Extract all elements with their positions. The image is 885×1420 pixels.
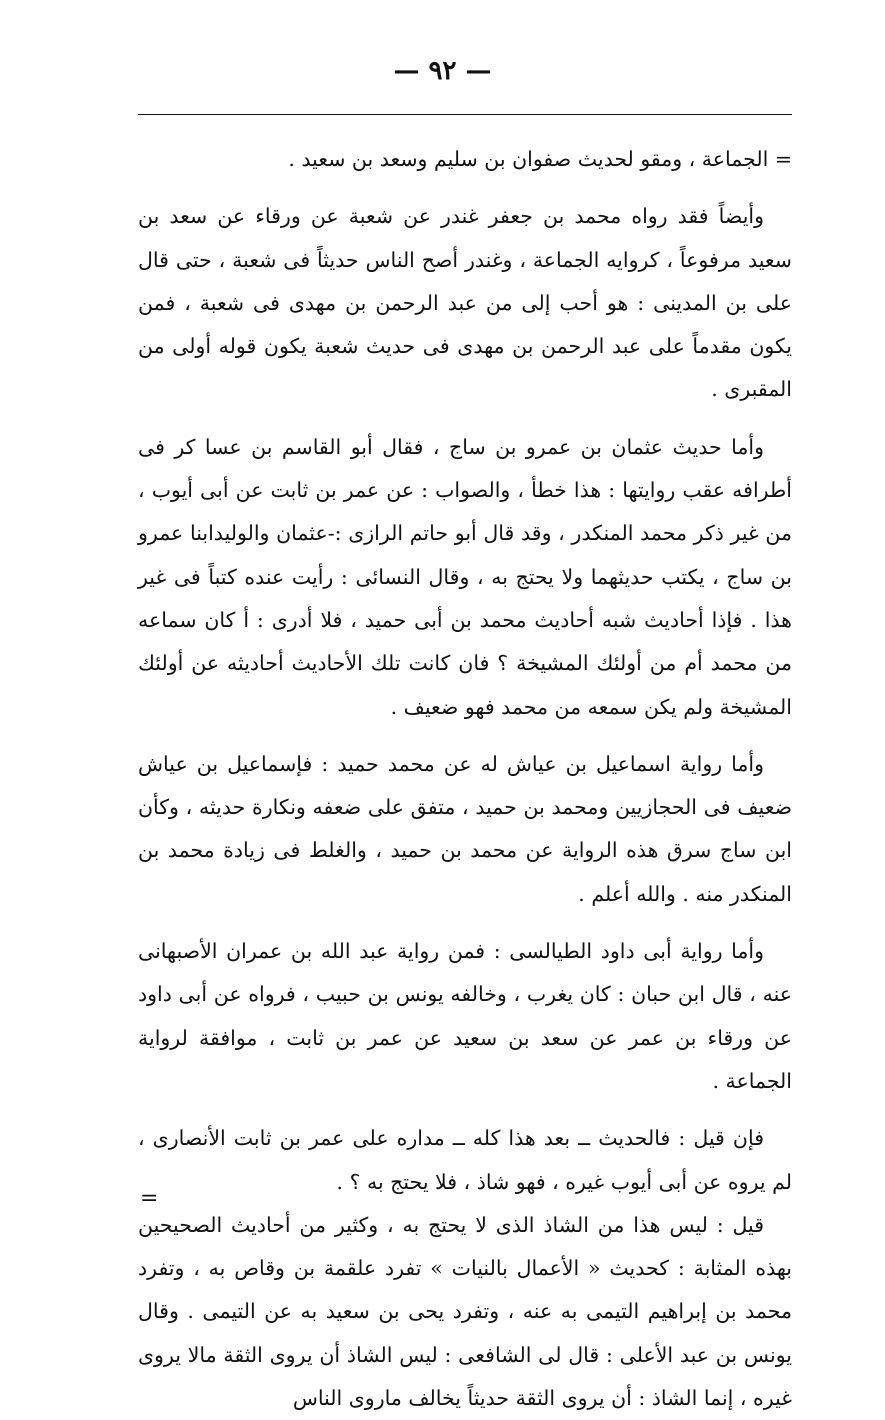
paragraph-abu-dawud: وأما رواية أبى داود الطيالسى : فمن رواية عبد الله بن عمران الأصبهانى عنه ، قال ابن حبان : كان يغرب ، وخالفه يونس بن حبيب ، فرواه عن أبى داود عن ورقاء بن عمر عن سعد بن سعيد عن عمر بن ثابت ، موافقة لرواية الجماعة . xyxy=(138,939,792,1093)
paragraph-uthman-ibn-amr: وأما حديث عثمان بن عمرو بن ساج ، فقال أبو القاسم بن عسا كر فى أطرافه عقب روايتها : هذا خطأ ، والصواب : عن عمر بن ثابت عن أبى أيوب ، من غير ذكر محمد المنكدر ، وقد قال أبو حاتم الرازى :-عثمان والوليدابنا عمرو بن ساج ، يكتب حديثهما ولا يحتج به ، وقال النسائى : رأيت عنده كتباً فى غير هذا . فإذا أحاديث شبه أحاديث محمد بن أبى حميد ، فلا أدرى : أ كان سماعه من محمد أم من أولئك المشيخة ؟ فان كانت تلك الأحاديث أحاديثه عن أولئك المشيخة ولم يكن سمعه من محمد فهو ضعيف . xyxy=(138,434,792,719)
paragraph-ghundar: وأيضاً فقد رواه محمد بن جعفر غندر عن شعبة عن ورقاء عن سعد بن سعيد مرفوعاً ، كروايه الجماعة ، وغندر أصح الناس حديثاً فى شعبة ، حتى قال على بن المدينى : هو أحب إلى من عبد الرحمن بن مهدى فى شعبة ، فمن يكون مقدماً على عبد الرحمن بن مهدى فى حديث شعبة يكون قوله أولى من المقبرى . xyxy=(138,204,792,402)
paragraph-continuation: = الجماعة ، ومقو لحديث صفوان بن سليم وسعد بن سعيد . xyxy=(288,147,792,171)
page-number: — ٩٢ — xyxy=(393,56,492,86)
paragraph-objection: فإن قيل : فالحديث ــ بعد هذا كله ــ مداره على عمر بن ثابت الأنصارى ، لم يروه عن أبى أيوب غيره ، فهو شاذ ، فلا يحتج به ؟ . xyxy=(138,1126,792,1194)
paragraph-reply: قيل : ليس هذا من الشاذ الذى لا يحتج به ، وكثير من أحاديث الصحيحين بهذه المثابة : كحديث « الأعمال بالنيات » تفرد علقمة بن وقاص به ، وتفرد محمد بن إبراهيم التيمى به عنه ، وتفرد يحى بن سعيد به عن التيمى . وقال يونس بن عبد الأعلى : قال لى الشافعى : ليس الشاذ أن يروى الثقة مالا يروى غيره ، إنما الشاذ : أن يروى الثقة حديثاً يخالف ماروى الناس xyxy=(138,1212,792,1411)
header-divider xyxy=(138,114,792,115)
page-text xyxy=(138,138,792,1420)
continuation-marker: = xyxy=(140,1186,159,1211)
paragraph-ismail-ibn-ayyash: وأما رواية اسماعيل بن عياش له عن محمد حميد : فإسماعيل بن عياش ضعيف فى الحجازيين ومحمد بن حميد ، متفق على ضعفه ونكارة حديثه ، وكأن ابن ساج سرق هذه الرواية عن محمد بن حميد ، والغلط فى زيادة محمد بن المنكدر منه . والله أعلم . xyxy=(138,751,792,906)
